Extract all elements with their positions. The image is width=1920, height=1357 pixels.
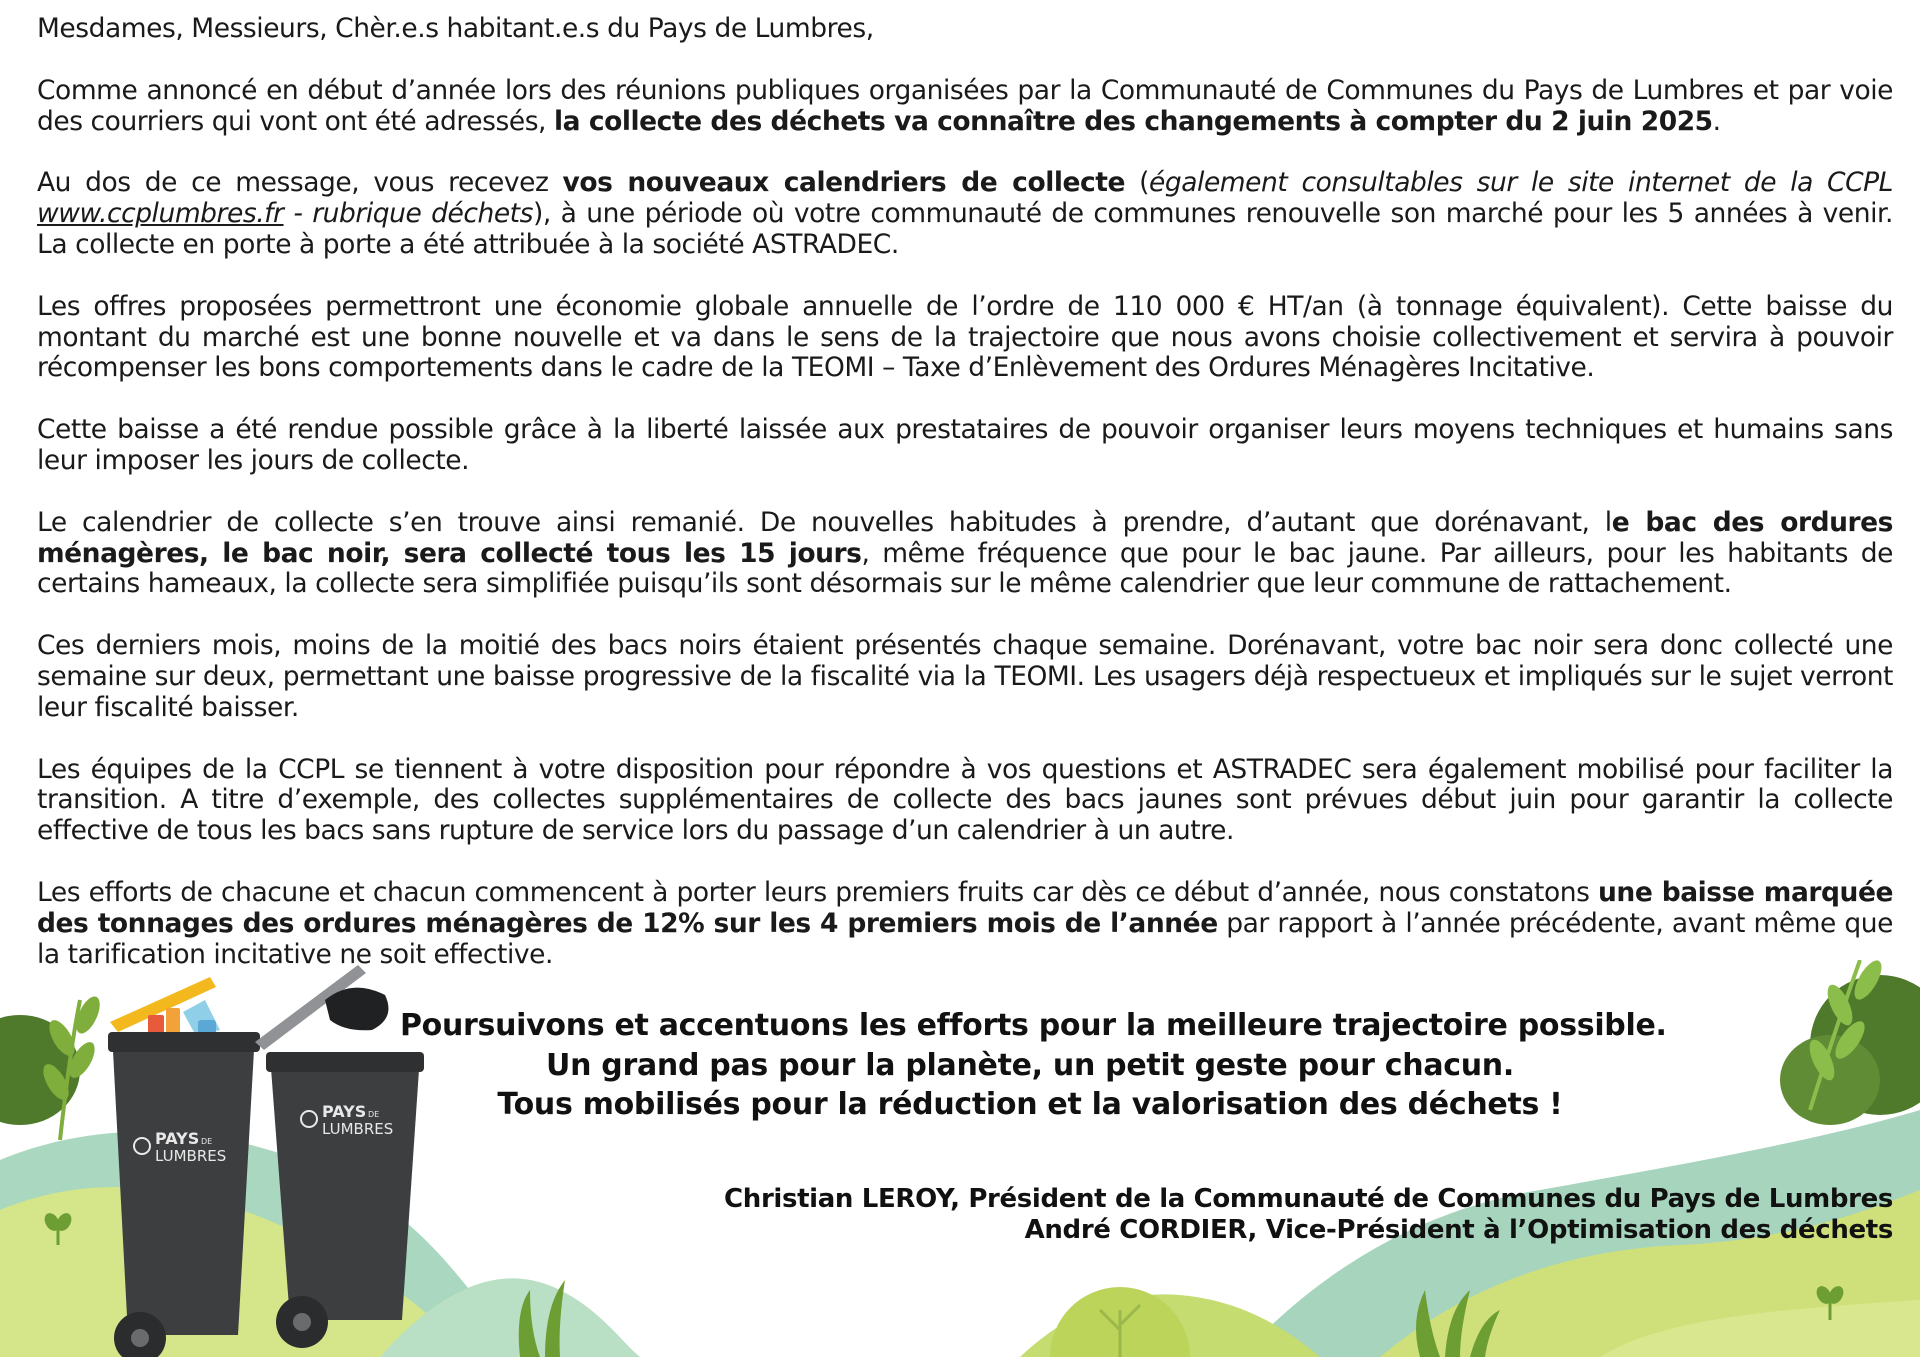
greeting: Mesdames, Messieurs, Chèr.e.s habitant.e.s du Pays de Lumbres, [37, 13, 874, 44]
signature-president: Christian LEROY, Président de la Communauté de Communes du Pays de Lumbres [724, 1184, 1893, 1214]
household-bin-logo-line2: LUMBRES [322, 1120, 394, 1138]
paragraph-text: Les efforts de chacune et chacun commencent à porter leurs premiers fruits car dès ce début d’année, nous constatons [37, 876, 1598, 908]
recycling-bin [108, 977, 260, 1357]
highlight-date: la collecte des déchets va connaître des changements à compter du 2 juin 2025 [554, 105, 1713, 137]
recycling-bin-body [112, 1032, 255, 1335]
household-bin-logo-line1: PAYS [322, 1102, 367, 1121]
paragraph-text: ), à une période où votre communauté de communes renouvelle son marché pour les 5 années à venir. La collecte en porte à porte a été attribuée à la société ASTRADEC. [37, 198, 1894, 260]
paragraph-results [37, 878, 1893, 970]
paragraph-text: ( [1125, 167, 1150, 199]
recycling-bin-logo-line1: PAYS [155, 1129, 200, 1148]
slogan-line: Un grand pas pour la planète, un petit geste pour chacun. [546, 1047, 1514, 1083]
paragraph-text: Comme annoncé en début d’année lors des réunions publiques organisées par la Communauté de Communes du Pays de Lumbres et par voie des courriers qui vont ont été adressés, [37, 74, 1893, 137]
paragraph-changes [37, 76, 1893, 138]
punctuation: . [1712, 105, 1721, 137]
household-bin-body [270, 1055, 420, 1320]
paragraph-text: Au dos de ce message, vous recevez [37, 167, 563, 199]
signature-block [724, 1184, 1893, 1246]
household-bin-logo-de: DE [368, 1110, 380, 1119]
italic-note-section: - rubrique déchets [283, 198, 533, 230]
letter-body [37, 14, 1893, 1001]
website-link[interactable]: www.ccplumbres.fr [37, 198, 284, 230]
italic-note: également consultables sur le site internet de la CCPL [1149, 167, 1893, 199]
paragraph-text: Le calendrier de collecte s’en trouve ainsi remanié. De nouvelles habitudes à prendre, d’autant que dorénavant, l [37, 506, 1612, 538]
paragraph-text: par rapport à l’année précédente, avant même que la tarification incitative ne soit effective. [37, 907, 1893, 970]
signature-vice-president: André CORDIER, Vice-Président à l’Optimisation des déchets [1024, 1215, 1893, 1245]
highlight-calendars: vos nouveaux calendriers de collecte [562, 167, 1125, 199]
paragraph-schedule [37, 508, 1893, 600]
paragraph-black-bins: Ces derniers mois, moins de la moitié des bacs noirs étaient présentés chaque semaine. Dorénavant, votre bac noir sera donc collecté une semaine sur deux, permettant une baisse progressive de la fiscalité via la TEOMI. Les usagers déjà respectueux et impliqués sur le sujet verront leur fiscalité baisser. [37, 630, 1893, 723]
paragraph-calendars [37, 168, 1893, 260]
recycling-bin-logo-line2: LUMBRES [155, 1147, 227, 1165]
slogan-block [400, 1006, 1667, 1125]
highlight-frequency: e bac des ordures ménagères, le bac noir, sera collecté tous les 15 jours [37, 506, 1894, 569]
slogan-line: Tous mobilisés pour la réduction et la valorisation des déchets ! [497, 1087, 1563, 1122]
slogan-line: Poursuivons et accentuons les efforts pour la meilleure trajectoire possible. [400, 1008, 1667, 1043]
recycling-bin-logo-de: DE [201, 1137, 213, 1146]
paragraph-freedom: Cette baisse a été rendue possible grâce à la liberté laissée aux prestataires de pouvoir organiser leurs moyens techniques et humains sans leur imposer les jours de collecte. [37, 414, 1893, 476]
paragraph-text: , même fréquence que pour le bac jaune. Par ailleurs, pour les habitants de certains hameaux, la collecte sera simplifiée puisqu’ils sont désormais sur le même calendrier que leur commune de rattachement. [37, 537, 1893, 600]
highlight-reduction: une baisse marquée des tonnages des ordures ménagères de 12% sur les 4 premiers mois de l’année [37, 876, 1893, 939]
paragraph-savings: Les offres proposées permettront une économie globale annuelle de l’ordre de 110 000 € HT/an (à tonnage équivalent). Cette baisse du montant du marché est une bonne nouvelle et va dans le sens de la trajectoire que nous avons choisie collectivement et servira à pouvoir récompenser les bons comportements dans le cadre de la TEOMI – Taxe d’Enlèvement des Ordures Ménagères Incitative. [37, 290, 1893, 384]
paragraph-teams: Les équipes de la CCPL se tiennent à votre disposition pour répondre à vos questions et ASTRADEC sera également mobilisé pour faciliter la transition. A titre d’exemple, des collectes supplémentaires de collecte des bacs jaunes sont prévues début juin pour garantir la collecte effective de tous les bacs sans rupture de service lors du passage d’un calendrier à un autre. [37, 753, 1893, 847]
